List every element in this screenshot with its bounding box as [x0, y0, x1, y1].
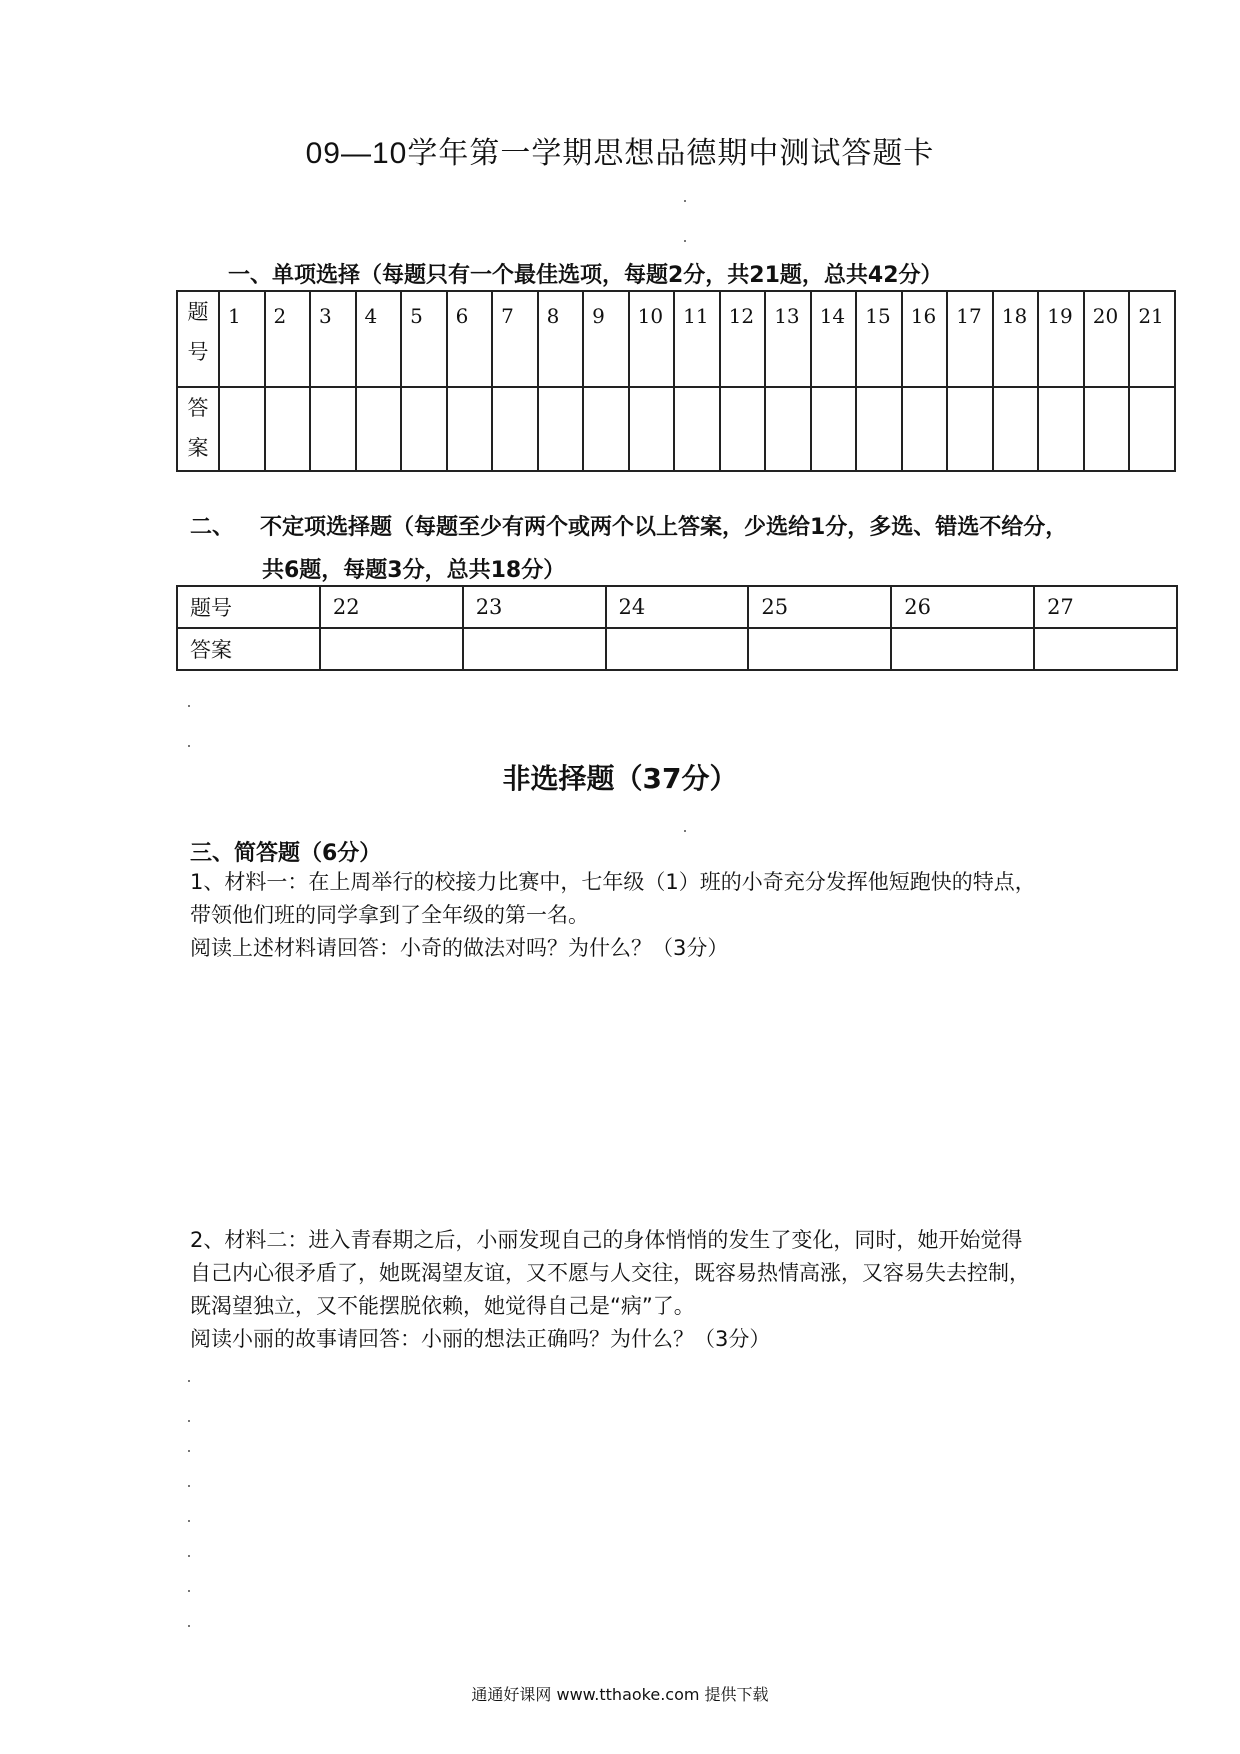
section2-label: 二、	[190, 515, 235, 540]
single-choice-answer-table	[176, 290, 1176, 472]
answer-cell[interactable]	[720, 387, 766, 471]
question-number-cell: 12	[720, 291, 766, 387]
question-number-cell: 14	[811, 291, 857, 387]
question-number-cell: 19	[1038, 291, 1084, 387]
footer-source: 通通好课网 www.tthaoke.com 提供下载	[471, 1685, 769, 1704]
question-number-cell: 24	[606, 586, 749, 628]
question-number-cell: 18	[993, 291, 1039, 387]
question-number-cell: 6	[447, 291, 493, 387]
answer-cell[interactable]	[447, 387, 493, 471]
question-number-cell: 7	[492, 291, 538, 387]
scan-speck	[188, 705, 190, 707]
question-number-cell: 1	[219, 291, 265, 387]
answer-cell[interactable]	[765, 387, 811, 471]
question-number-cell: 10	[629, 291, 675, 387]
question-number-row	[177, 586, 1177, 628]
question-number-cell: 13	[765, 291, 811, 387]
answer-cell[interactable]	[993, 387, 1039, 471]
answer-cell[interactable]	[947, 387, 993, 471]
answer-cell[interactable]	[891, 628, 1034, 670]
page-title: 09—10学年第一学期思想品德期中测试答题卡	[305, 137, 935, 170]
scan-speck	[188, 1380, 190, 1382]
question-number-cell: 8	[538, 291, 584, 387]
answer-cell[interactable]	[463, 628, 606, 670]
answer-row	[177, 628, 1177, 670]
question-line: 既渴望独立，又不能摆脱依赖，她觉得自己是“病”了。	[190, 1294, 695, 1318]
question-number-cell: 21	[1129, 291, 1175, 387]
question-number-label: 题号	[177, 586, 320, 628]
question-number-label	[177, 291, 219, 387]
non-choice-title: 非选择题（37分）	[502, 762, 738, 795]
question-line: 2、材料二：进入青春期之后，小丽发现自己的身体悄悄的发生了变化，同时，她开始觉得	[190, 1228, 1023, 1252]
answer-cell[interactable]	[674, 387, 720, 471]
question-line: 1、材料一：在上周举行的校接力比赛中，七年级（1）班的小奇充分发挥他短跑快的特点，	[190, 870, 1036, 894]
answer-cell[interactable]	[310, 387, 356, 471]
scan-speck	[188, 1420, 190, 1422]
question-number-cell: 26	[891, 586, 1034, 628]
scan-speck	[188, 1625, 190, 1627]
answer-cell[interactable]	[356, 387, 402, 471]
question-number-cell: 3	[310, 291, 356, 387]
scan-speck	[188, 1485, 190, 1487]
answer-cell[interactable]	[606, 628, 749, 670]
question-line: 自己内心很矛盾了，她既渴望友谊，又不愿与人交往，既容易热情高涨，又容易失去控制，	[190, 1261, 1030, 1285]
question-number-cell: 27	[1034, 586, 1177, 628]
answer-cell[interactable]	[1084, 387, 1130, 471]
question-number-cell: 20	[1084, 291, 1130, 387]
answer-cell[interactable]	[629, 387, 675, 471]
answer-cell[interactable]	[748, 628, 891, 670]
answer-cell[interactable]	[219, 387, 265, 471]
section2-heading-line2: 共6题，每题3分，总共18分）	[262, 558, 566, 583]
question-2	[190, 1224, 1180, 1356]
answer-cell[interactable]	[583, 387, 629, 471]
answer-cell[interactable]	[492, 387, 538, 471]
question-number-label-text	[178, 292, 218, 372]
question-number-label-char: 号	[187, 340, 209, 364]
question-number-cell: 15	[856, 291, 902, 387]
answer-cell[interactable]	[1034, 628, 1177, 670]
answer-label-char: 答	[187, 396, 209, 420]
multi-choice-answer-table	[176, 585, 1178, 671]
question-number-cell: 25	[748, 586, 891, 628]
answer-cell[interactable]	[1038, 387, 1084, 471]
answer-cell[interactable]	[902, 387, 948, 471]
question-line: 阅读上述材料请回答：小奇的做法对吗？为什么？（3分）	[190, 936, 729, 960]
answer-row	[177, 387, 1175, 471]
answer-label-text	[178, 388, 218, 468]
question-line: 阅读小丽的故事请回答：小丽的想法正确吗？为什么？（3分）	[190, 1327, 771, 1351]
answer-label-char: 案	[187, 436, 209, 460]
question-number-cell: 11	[674, 291, 720, 387]
scan-speck	[684, 830, 686, 832]
question-number-cell: 2	[265, 291, 311, 387]
answer-cell[interactable]	[320, 628, 463, 670]
scan-speck	[188, 745, 190, 747]
scan-speck	[188, 1450, 190, 1452]
section1-heading: 一、单项选择（每题只有一个最佳选项，每题2分，共21题，总共42分）	[228, 263, 943, 288]
question-number-cell: 22	[320, 586, 463, 628]
answer-cell[interactable]	[856, 387, 902, 471]
answer-cell[interactable]	[538, 387, 584, 471]
question-number-label-char: 题	[187, 300, 209, 324]
question-number-cell: 23	[463, 586, 606, 628]
section2-heading-text: 不定项选择题（每题至少有两个或两个以上答案，少选给1分，多选、错选不给分，	[260, 515, 1068, 540]
answer-label	[177, 387, 219, 471]
question-line: 带领他们班的同学拿到了全年级的第一名。	[190, 903, 589, 927]
scan-speck	[188, 1520, 190, 1522]
answer-cell[interactable]	[265, 387, 311, 471]
scan-speck	[684, 240, 686, 242]
question-number-cell: 5	[401, 291, 447, 387]
scan-speck	[684, 200, 686, 202]
question-number-cell: 17	[947, 291, 993, 387]
question-number-cell: 9	[583, 291, 629, 387]
question-1	[190, 866, 1180, 965]
question-number-cell: 16	[902, 291, 948, 387]
scan-speck	[188, 1555, 190, 1557]
answer-cell[interactable]	[811, 387, 857, 471]
scan-speck	[188, 1590, 190, 1592]
question-number-row	[177, 291, 1175, 387]
section2-heading	[190, 510, 1067, 541]
question-number-cell: 4	[356, 291, 402, 387]
section3-heading: 三、简答题（6分）	[190, 841, 382, 866]
answer-cell[interactable]	[401, 387, 447, 471]
answer-label: 答案	[177, 628, 320, 670]
answer-cell[interactable]	[1129, 387, 1175, 471]
